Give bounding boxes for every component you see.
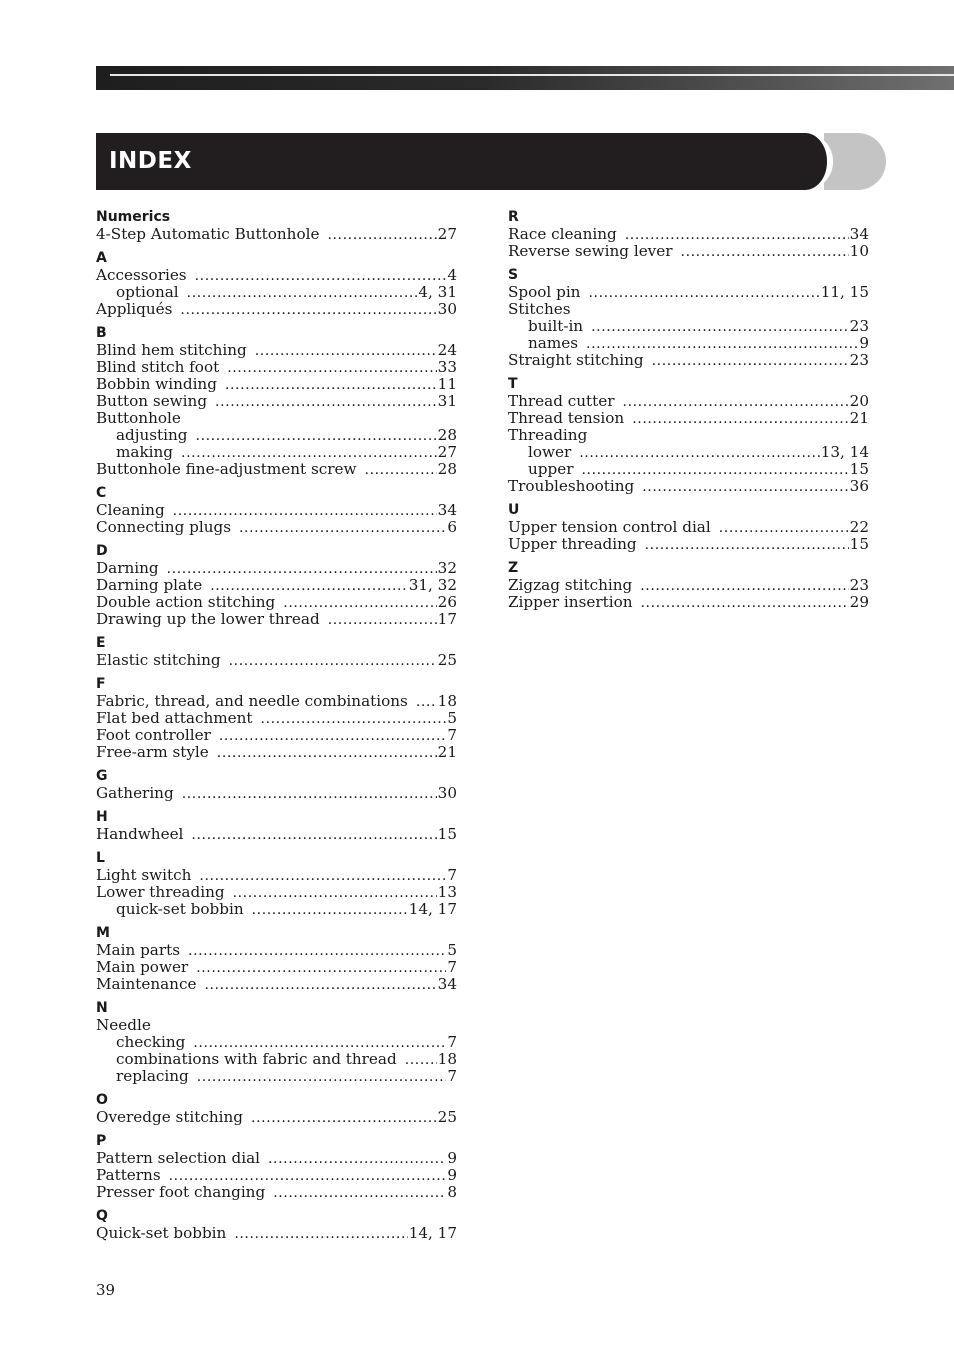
index-entry (508, 393, 869, 410)
dot-leader (227, 360, 436, 377)
dot-leader (416, 694, 437, 711)
index-page-refs: 34 (437, 501, 457, 519)
index-term: Thread tension (508, 409, 625, 427)
dot-leader (234, 1226, 407, 1243)
index-page-refs: 15 (437, 825, 457, 843)
index-entry (508, 301, 869, 318)
index-entry (96, 727, 457, 744)
index-entry (96, 884, 457, 901)
dot-leader (225, 377, 437, 394)
dot-leader (645, 537, 849, 554)
index-subentry (508, 461, 869, 478)
index-subentry (96, 1034, 457, 1051)
index-section (508, 376, 869, 495)
index-term: optional (116, 283, 179, 301)
index-page-refs: 18 (437, 692, 457, 710)
dot-leader (268, 1151, 446, 1168)
index-section (96, 1000, 457, 1085)
index-term: Patterns (96, 1166, 161, 1184)
index-section-heading: Numerics (96, 209, 171, 225)
index-page-refs: 22 (849, 518, 869, 536)
index-section-heading: O (96, 1092, 108, 1108)
index-term: Appliqués (96, 300, 173, 318)
dot-leader (632, 411, 848, 428)
index-page-refs: 9 (859, 334, 869, 352)
index-term: Blind hem stitching (96, 341, 247, 359)
dot-leader (187, 285, 418, 302)
index-entry (96, 826, 457, 843)
index-entry (96, 267, 457, 284)
index-subentry (96, 444, 457, 461)
index-page-refs: 26 (437, 593, 457, 611)
index-page-refs: 21 (437, 743, 457, 761)
index-term: Buttonhole fine-adjustment screw (96, 460, 357, 478)
dot-leader (588, 285, 819, 302)
dot-leader (239, 520, 446, 537)
dot-leader (251, 1110, 437, 1127)
index-term: Accessories (96, 266, 187, 284)
index-subentry (96, 1051, 457, 1068)
index-page-refs: 31 (437, 392, 457, 410)
index-page-refs: 30 (437, 300, 457, 318)
index-entry (96, 393, 457, 410)
index-term: Troubleshooting (508, 477, 635, 495)
index-column-right (508, 209, 869, 618)
index-subentry (508, 318, 869, 335)
index-page-refs: 14, 17 (408, 900, 457, 918)
dot-leader (195, 268, 447, 285)
index-page-refs: 29 (849, 593, 869, 611)
index-term: Threading (508, 426, 588, 444)
index-entry (508, 594, 869, 611)
dot-leader (233, 885, 437, 902)
dot-leader (197, 1069, 447, 1086)
dot-leader (204, 977, 436, 994)
index-section (96, 676, 457, 761)
index-section-heading: H (96, 809, 108, 825)
index-page-refs: 25 (437, 651, 457, 669)
index-section-heading: U (508, 502, 520, 518)
index-page-refs: 9 (447, 1166, 457, 1184)
index-page-refs: 14, 17 (408, 1224, 457, 1242)
index-page-refs: 27 (437, 443, 457, 461)
index-term: Handwheel (96, 825, 184, 843)
dot-leader (641, 595, 849, 612)
index-entry (96, 502, 457, 519)
index-subentry (96, 284, 457, 301)
index-term: names (528, 334, 579, 352)
index-term: built-in (528, 317, 584, 335)
index-term: Drawing up the lower thread (96, 610, 320, 628)
index-term: Quick-set bobbin (96, 1224, 227, 1242)
index-page-refs: 17 (437, 610, 457, 628)
index-page-refs: 15 (849, 460, 869, 478)
dot-leader (365, 462, 437, 479)
index-entry (96, 652, 457, 669)
index-entry (96, 577, 457, 594)
index-page-refs: 32 (437, 559, 457, 577)
index-section-heading: A (96, 250, 107, 266)
dot-leader (719, 520, 849, 537)
index-entry (96, 611, 457, 628)
index-page-refs: 15 (849, 535, 869, 553)
index-term: Stitches (508, 300, 571, 318)
index-page-refs: 28 (437, 460, 457, 478)
index-banner (96, 133, 833, 190)
index-term: Presser foot changing (96, 1183, 266, 1201)
index-term: Elastic stitching (96, 651, 221, 669)
index-entry (96, 461, 457, 478)
index-term: Race cleaning (508, 225, 617, 243)
index-term: Flat bed attachment (96, 709, 253, 727)
index-term: Blind stitch foot (96, 358, 220, 376)
index-term: making (116, 443, 174, 461)
index-section-heading: E (96, 635, 106, 651)
index-term: Button sewing (96, 392, 208, 410)
index-page-refs: 11 (437, 375, 457, 393)
index-section (96, 768, 457, 802)
index-section-heading: Q (96, 1208, 108, 1224)
index-term: Darning plate (96, 576, 203, 594)
index-section-heading: C (96, 485, 107, 501)
index-section (96, 925, 457, 993)
index-entry (96, 342, 457, 359)
index-subentry (96, 1068, 457, 1085)
index-term: Foot controller (96, 726, 211, 744)
dot-leader (229, 653, 437, 670)
header-decoration-bar (96, 66, 954, 90)
dot-leader (215, 394, 437, 411)
index-entry (508, 410, 869, 427)
index-section-heading: T (508, 376, 518, 392)
index-section (96, 1133, 457, 1201)
dot-leader (642, 479, 848, 496)
dot-leader (219, 728, 447, 745)
dot-leader (191, 827, 436, 844)
dot-leader (196, 960, 446, 977)
index-entry (96, 744, 457, 761)
dot-leader (327, 227, 436, 244)
dot-leader (652, 353, 849, 370)
index-banner-ring-decoration (824, 133, 886, 190)
index-term: replacing (116, 1067, 189, 1085)
index-entry (96, 1109, 457, 1126)
index-entry (96, 1167, 457, 1184)
index-page-refs: 30 (437, 784, 457, 802)
dot-leader (591, 319, 849, 336)
dot-leader (681, 244, 849, 261)
index-entry (96, 710, 457, 727)
index-section (96, 1092, 457, 1126)
index-term: Spool pin (508, 283, 581, 301)
dot-leader (217, 745, 437, 762)
index-page-refs: 7 (447, 726, 457, 744)
index-entry (508, 243, 869, 260)
index-term: combinations with fabric and thread (116, 1050, 397, 1068)
index-entry (96, 1150, 457, 1167)
index-entry (96, 867, 457, 884)
index-entry (508, 427, 869, 444)
index-term: Double action stitching (96, 593, 276, 611)
index-page-refs: 34 (437, 975, 457, 993)
index-term: Light switch (96, 866, 192, 884)
index-subentry (96, 427, 457, 444)
page-number: 39 (96, 1281, 116, 1299)
index-entry (96, 1184, 457, 1201)
dot-leader (167, 561, 437, 578)
index-page-refs: 31, 32 (408, 576, 457, 594)
index-page-refs: 23 (849, 576, 869, 594)
index-column-left (96, 209, 457, 1249)
index-page-refs: 34 (849, 225, 869, 243)
index-term: Lower threading (96, 883, 225, 901)
dot-leader (255, 343, 437, 360)
index-page-refs: 8 (447, 1183, 457, 1201)
index-term: Straight stitching (508, 351, 644, 369)
index-subentry (508, 444, 869, 461)
index-page-refs: 11, 15 (820, 283, 869, 301)
index-term: Main power (96, 958, 189, 976)
index-term: Cleaning (96, 501, 165, 519)
index-entry (96, 594, 457, 611)
index-entry (96, 301, 457, 318)
index-section (96, 635, 457, 669)
index-page-refs: 25 (437, 1108, 457, 1126)
index-page-refs: 9 (447, 1149, 457, 1167)
index-entry (96, 785, 457, 802)
index-term: Zigzag stitching (508, 576, 633, 594)
index-entry (508, 226, 869, 243)
index-section (508, 209, 869, 260)
index-entry (508, 519, 869, 536)
index-section (96, 809, 457, 843)
index-term: Overedge stitching (96, 1108, 244, 1126)
index-section (96, 250, 457, 318)
index-section-heading: P (96, 1133, 107, 1149)
index-term: Upper tension control dial (508, 518, 711, 536)
index-term: Reverse sewing lever (508, 242, 673, 260)
index-section-heading: G (96, 768, 108, 784)
index-term: Pattern selection dial (96, 1149, 260, 1167)
dot-leader (261, 711, 447, 728)
index-section-heading: L (96, 850, 105, 866)
index-entry (508, 284, 869, 301)
index-page-refs: 28 (437, 426, 457, 444)
index-section-heading: F (96, 676, 106, 692)
index-section-heading: S (508, 267, 519, 283)
index-entry (96, 1017, 457, 1034)
index-entry (96, 959, 457, 976)
index-page-refs: 20 (849, 392, 869, 410)
page-title: INDEX (109, 148, 192, 174)
index-page-refs: 21 (849, 409, 869, 427)
index-section (96, 1208, 457, 1242)
index-section (96, 325, 457, 478)
dot-leader (252, 902, 408, 919)
index-term: Gathering (96, 784, 174, 802)
index-entry (96, 1225, 457, 1242)
index-page-refs: 10 (849, 242, 869, 260)
index-term: quick-set bobbin (116, 900, 244, 918)
index-page-refs: 7 (447, 1067, 457, 1085)
dot-leader (180, 302, 436, 319)
index-entry (508, 577, 869, 594)
index-section-heading: N (96, 1000, 108, 1016)
index-section (96, 543, 457, 628)
dot-leader (328, 612, 437, 629)
index-term: checking (116, 1033, 186, 1051)
index-term: Buttonhole (96, 409, 181, 427)
index-term: Needle (96, 1016, 151, 1034)
index-section (508, 502, 869, 553)
index-subentry (96, 901, 457, 918)
dot-leader (196, 428, 437, 445)
dot-leader (405, 1052, 437, 1069)
index-page-refs: 13 (437, 883, 457, 901)
index-entry (96, 560, 457, 577)
index-entry (96, 359, 457, 376)
dot-leader (640, 578, 848, 595)
dot-leader (188, 943, 446, 960)
index-term: Bobbin winding (96, 375, 217, 393)
index-entry (96, 976, 457, 993)
dot-leader (623, 394, 849, 411)
index-page-refs: 5 (447, 941, 457, 959)
index-page-refs: 4, 31 (418, 283, 457, 301)
index-term: upper (528, 460, 574, 478)
index-page-refs: 13, 14 (820, 443, 869, 461)
header-decoration-line (110, 74, 954, 76)
index-term: Thread cutter (508, 392, 615, 410)
index-entry (96, 376, 457, 393)
index-section (508, 560, 869, 611)
index-page-refs: 5 (447, 709, 457, 727)
dot-leader (579, 445, 819, 462)
index-term: Fabric, thread, and needle combinations (96, 692, 408, 710)
index-page-refs: 7 (447, 958, 457, 976)
index-term: Upper threading (508, 535, 637, 553)
index-page-refs: 7 (447, 866, 457, 884)
index-page-refs: 36 (849, 477, 869, 495)
index-term: lower (528, 443, 572, 461)
index-entry (508, 536, 869, 553)
dot-leader (273, 1185, 446, 1202)
index-term: 4-Step Automatic Buttonhole (96, 225, 320, 243)
index-section (508, 267, 869, 369)
index-page-refs: 18 (437, 1050, 457, 1068)
index-term: Connecting plugs (96, 518, 231, 536)
index-entry (508, 352, 869, 369)
index-page-refs: 24 (437, 341, 457, 359)
index-section-heading: B (96, 325, 107, 341)
index-section-heading: M (96, 925, 110, 941)
index-term: adjusting (116, 426, 188, 444)
index-page-refs: 6 (447, 518, 457, 536)
dot-leader (199, 868, 446, 885)
index-section (96, 209, 457, 243)
index-term: Main parts (96, 941, 181, 959)
index-page-refs: 23 (849, 317, 869, 335)
index-subentry (508, 335, 869, 352)
index-section-heading: R (508, 209, 519, 225)
index-section (96, 850, 457, 918)
index-term: Darning (96, 559, 159, 577)
index-page-refs: 27 (437, 225, 457, 243)
index-section-heading: D (96, 543, 108, 559)
index-term: Free-arm style (96, 743, 209, 761)
index-entry (96, 693, 457, 710)
index-entry (96, 519, 457, 536)
index-entry (96, 226, 457, 243)
index-entry (96, 410, 457, 427)
index-entry (508, 478, 869, 495)
index-entry (96, 942, 457, 959)
index-page-refs: 7 (447, 1033, 457, 1051)
index-page-refs: 33 (437, 358, 457, 376)
index-section (96, 485, 457, 536)
index-term: Maintenance (96, 975, 197, 993)
index-page-refs: 23 (849, 351, 869, 369)
dot-leader (182, 786, 437, 803)
index-page-refs: 4 (447, 266, 457, 284)
index-term: Zipper insertion (508, 593, 633, 611)
index-section-heading: Z (508, 560, 519, 576)
